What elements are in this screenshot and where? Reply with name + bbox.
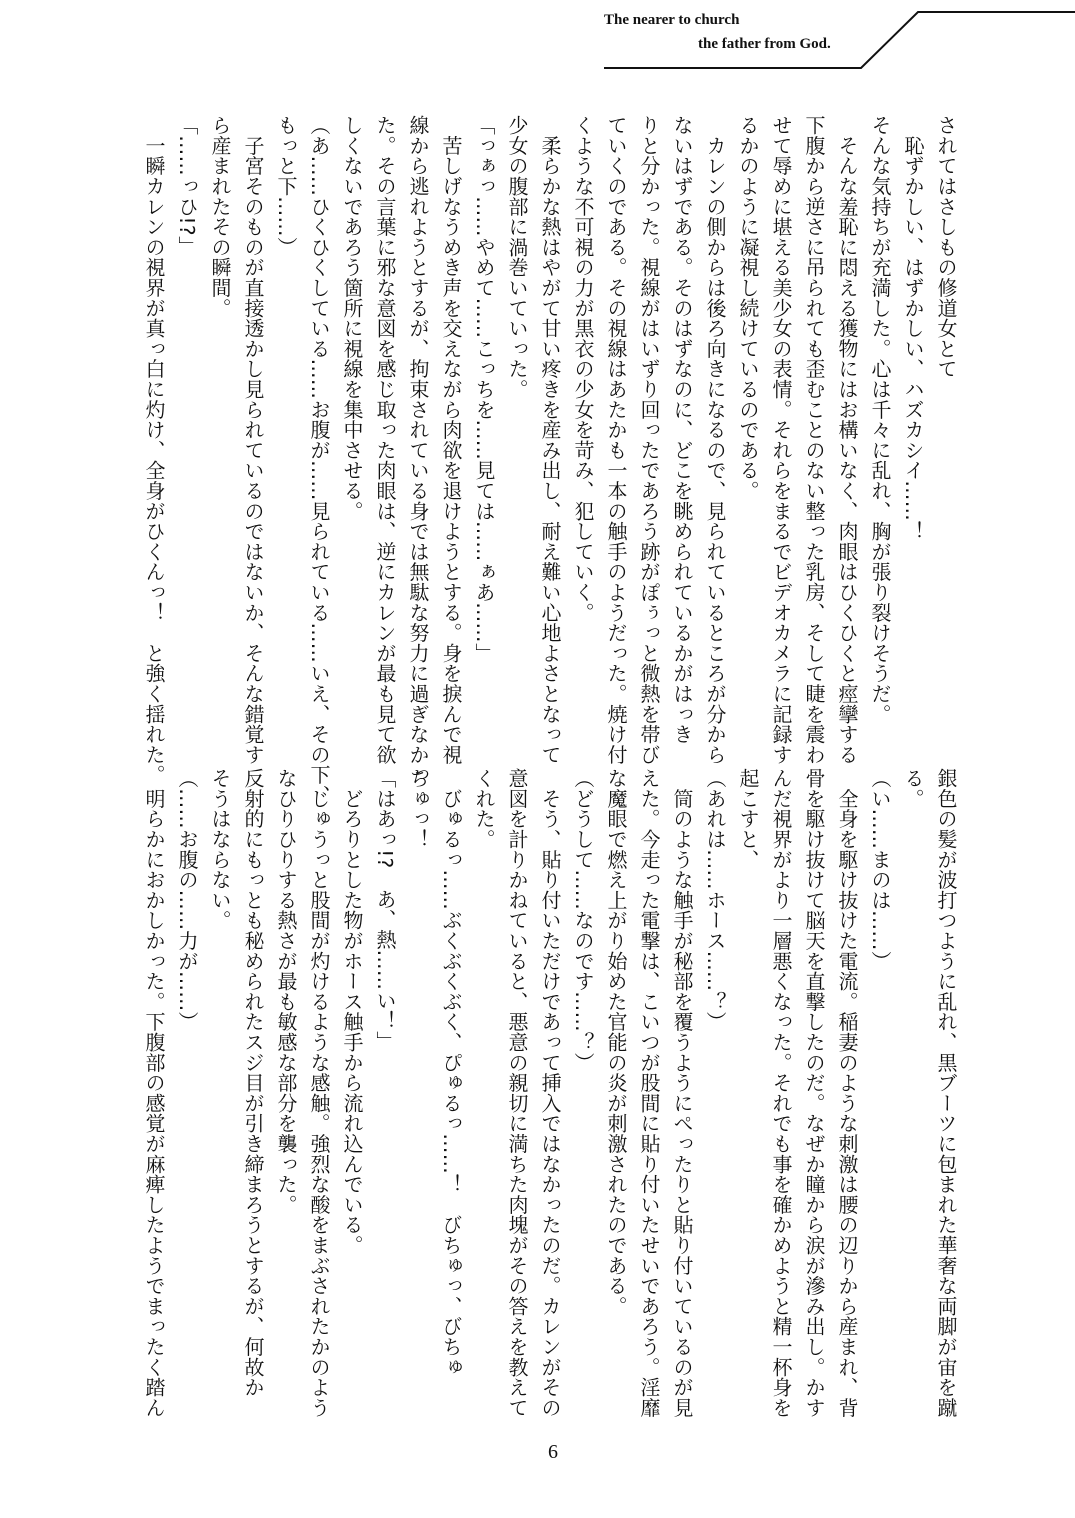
text-line: ていくのである。その視線はあたかも一本の触手のようだった。焼け付 [604,115,628,765]
text-line: （あ……ひくひくしている……お腹が……見られている……いえ、その下、 [307,115,331,806]
text-line: ちゅっ！ [406,768,430,850]
text-line: そんな気持ちが充満した。心は千々に乱れ、胸が張り裂けそうだ。 [868,115,892,724]
text-line: 全身を駆け抜けた電流。稲妻のような刺激は腰の辺りから産まれ、背 [835,768,859,1418]
text-line: ら産まれたその瞬間。 [208,115,232,318]
text-line: 「……っひ!?」 [175,115,199,257]
text-line: くような不可視の力が黒衣の少女を苛み、犯していく。 [571,115,595,623]
text-line: （い……まのは……） [868,768,892,971]
text-line: どろりとした物がホース触手から流れ込んでいる。 [340,768,364,1256]
text-line: えた。今走った電撃は、こいつが股間に貼り付いたせいであろう。淫靡 [637,768,661,1418]
text-line: びゅるっ……ぶくぶくぶく、ぴゅるっ……！ びちゅっ、びちゅ [439,768,463,1377]
text-block-bottom [137,768,962,1418]
text-line: そんな羞恥に悶える獲物にはお構いなく、肉眼はひくひくと痙攣する [835,115,859,765]
text-line: されてはさしもの修道女とて [934,115,958,379]
text-line: （あれは……ホース……？） [703,768,727,1032]
text-line: 苦しげなうめき声を交えながら肉欲を退けようとする。身を捩んで視 [439,115,463,765]
text-line: りと分かった。視線がはいずり回ったであろう跡がぽぅっと微熱を帯び [637,115,661,765]
text-line: 「はあっ!? あ、熱……い！」 [373,768,397,1052]
text-block-top [137,115,962,806]
text-line: （どうして……なのです……？） [571,768,595,1073]
text-line: （……お腹の……力が……） [175,768,199,1032]
text-line: ないはずである。そのはずなのに、どこを眺められているかがはっき [670,115,694,745]
text-line: 線から逃れようとするが、拘束されている身では無駄な努力に過ぎなかっ [406,115,430,785]
text-line: そうはならない。 [208,768,232,931]
text-line: 意図を計りかねていると、悪意の親切に満ちた肉塊がその答えを教えて [505,768,529,1418]
text-line: 恥ずかしい、はずかしい、ハズカシイ……！ [901,115,925,542]
running-header-line2: the father from God. [698,36,831,52]
text-line: くれた。 [472,768,496,850]
text-line: 下腹から逆さに吊られても歪むことのない整った乳房、そして睫を震わ [802,115,826,765]
page-number: 6 [548,1441,558,1463]
text-line: せて辱めに堪える美少女の表情。それらをまるでビデオカメラに記録す [769,115,793,765]
text-line: 柔らかな熱はやがて甘い疼きを産み出し、耐え難い心地よさとなって [538,115,562,765]
text-line: じゅうっと股間が灼けるような感触。強烈な酸をまぶされたかのよう [307,768,331,1418]
text-line: 一瞬カレンの視界が真っ白に灼け、全身がひくんっ！ と強く揺れた。 [142,115,166,785]
text-line: んだ視界がより一層悪くなった。それでも事を確かめようと精一杯身を [769,768,793,1418]
text-line: しくないであろう箇所に視線を集中させる。 [340,115,364,521]
text-line: た。その言葉に邪な意図を感じ取った肉眼は、逆にカレンが最も見て欲 [373,115,397,765]
text-line: 子宮そのものが直接透かし見られているのではないか、そんな錯覚す [241,115,265,765]
text-line: るかのように凝視し続けているのである。 [736,115,760,501]
text-line: 明らかにおかしかった。下腹部の感覚が麻痺したようでまったく踏ん [142,768,166,1418]
text-line: カレンの側からは後ろ向きになるので、見られているところが分から [703,115,727,765]
text-line: 骨を駆け抜けて脳天を直撃したのだ。なぜか瞳から涙が滲み出し。かす [802,768,826,1418]
text-line: 「っぁっ……やめて……こっちを……見ては……ぁあ……」 [472,115,496,664]
text-line: 起こすと、 [736,768,760,870]
text-line: 筒のような触手が秘部を覆うようにぺったりと貼り付いているのが見 [670,768,694,1418]
text-line: 少女の腹部に渦巻いていった。 [505,115,529,400]
text-line: な魔眼で燃え上がり始めた官能の炎が刺激されたのである。 [604,768,628,1317]
text-line: もっと下……） [274,115,298,258]
header-rule [0,0,1075,80]
text-line: 銀色の髪が波打つように乱れ、黒ブーツに包まれた華奢な両脚が宙を蹴 [934,768,958,1418]
text-line: る。 [901,768,925,809]
text-line: そう、貼り付いただけであって挿入ではなかったのだ。カレンがその [538,768,562,1418]
text-line: なひりひりする熱さが最も敏感な部分を襲った。 [274,768,298,1215]
running-header-line1: The nearer to church [604,12,740,28]
text-line: 反射的にもっとも秘められたスジ目が引き締まろうとするが、何故か [241,768,265,1398]
